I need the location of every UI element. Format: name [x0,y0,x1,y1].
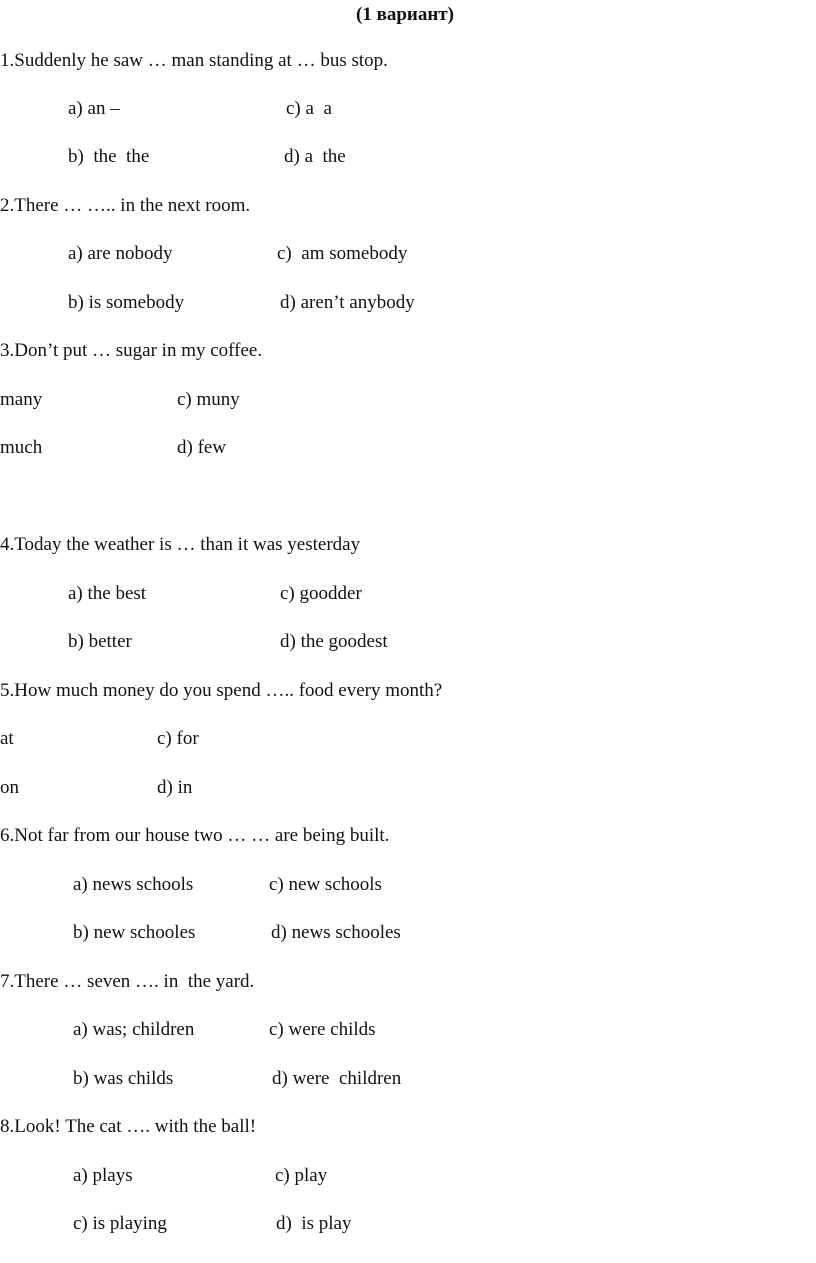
q3-option-b: much [0,437,43,458]
q1-option-b: b) the the [68,146,150,167]
q8-option-d: d) is play [276,1213,352,1234]
q4-option-c: c) goodder [280,583,362,604]
q2-option-d: d) aren’t anybody [280,292,415,313]
q4-option-d: d) the goodest [280,631,388,652]
q7-option-c: c) were childs [269,1019,376,1040]
question-2: 2.There … ….. in the next room. [0,195,251,216]
q5-option-b: on [0,777,19,798]
q5-option-d: d) in [157,777,193,798]
q7-option-a: a) was; children [73,1019,195,1040]
question-5: 5.How much money do you spend ….. food every month? [0,680,443,701]
q4-option-a: a) the best [68,583,147,604]
q5-option-c: c) for [157,728,199,749]
question-7: 7.There … seven …. in the yard. [0,971,255,992]
q1-option-d: d) a the [284,146,346,167]
question-8: 8.Look! The cat …. with the ball! [0,1116,257,1137]
q3-option-c: c) muny [177,389,240,410]
question-6: 6.Not far from our house two … … are being built. [0,825,390,846]
worksheet-title: (1 вариант) [356,4,454,25]
q3-option-d: d) few [177,437,227,458]
q2-option-b: b) is somebody [68,292,185,313]
q6-option-d: d) news schooles [271,922,401,943]
q6-option-c: c) new schools [269,874,382,895]
q6-option-a: a) news schools [73,874,194,895]
question-1: 1.Suddenly he saw … man standing at … bus stop. [0,50,388,71]
q3-option-a: many [0,389,43,410]
q7-option-d: d) were children [272,1068,402,1089]
q6-option-b: b) new schooles [73,922,196,943]
q8-option-a: a) plays [73,1165,133,1186]
q7-option-b: b) was childs [73,1068,174,1089]
q5-option-a: at [0,728,14,749]
question-4: 4.Today the weather is … than it was yesterday [0,534,361,555]
q8-option-c: c) play [275,1165,328,1186]
q1-option-a: a) an – [68,98,120,119]
q1-option-c: c) a a [286,98,332,119]
q4-option-b: b) better [68,631,132,652]
q8-option-b: c) is playing [73,1213,167,1234]
q2-option-c: c) am somebody [277,243,408,264]
q2-option-a: a) are nobody [68,243,173,264]
question-3: 3.Don’t put … sugar in my coffee. [0,340,263,361]
